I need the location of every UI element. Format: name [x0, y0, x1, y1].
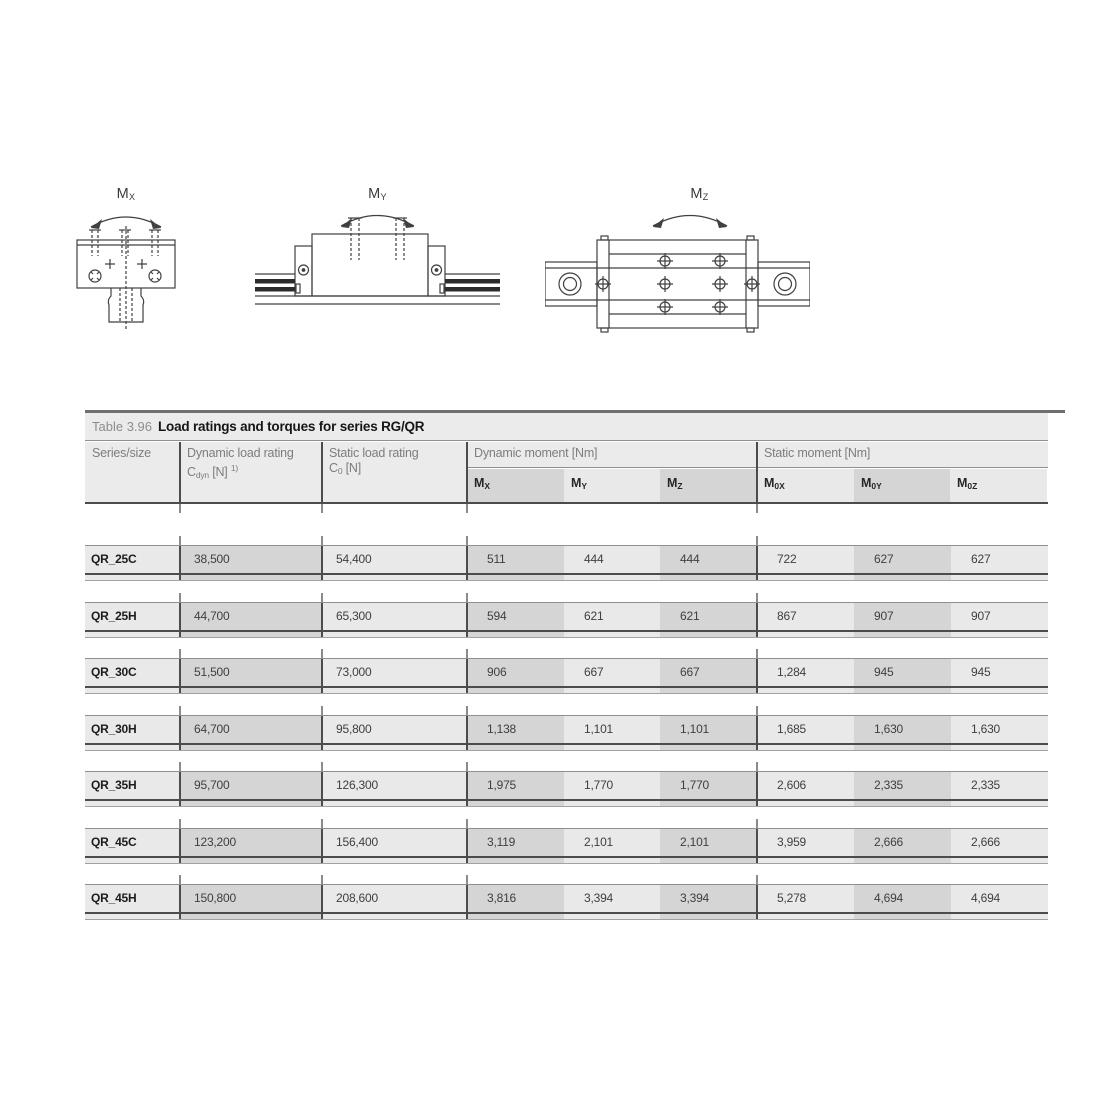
column-separator: [179, 546, 181, 573]
cell-mx: 906: [467, 659, 564, 686]
cell-m0y: 1,630: [854, 716, 951, 743]
cell-dynamic-load: 150,800: [180, 885, 322, 912]
cell-series: QR_35H: [85, 772, 180, 799]
carriage-side-view: [255, 218, 500, 304]
table-number: Table 3.96: [92, 419, 152, 434]
separator-stub: [179, 875, 181, 884]
cell-m0z: 2,666: [951, 829, 1048, 856]
cell-mx: 3,816: [467, 885, 564, 912]
cell-series: QR_45H: [85, 885, 180, 912]
cell-m0z: 907: [951, 603, 1048, 630]
column-separator: [466, 603, 468, 630]
cell-mz: 444: [660, 546, 757, 573]
row-band: [85, 658, 1048, 688]
cell-mz: 1,770: [660, 772, 757, 799]
table-caption: [85, 413, 1048, 441]
separator-stub: [179, 649, 181, 658]
cell-m0x: 1,685: [757, 716, 854, 743]
cell-m0x: 722: [757, 546, 854, 573]
separator-stub: [321, 536, 323, 545]
separator-stub: [321, 504, 323, 513]
table-row: [85, 828, 1048, 865]
col-header-series-size: Series/size: [85, 442, 180, 502]
separator-stub: [321, 649, 323, 658]
screw-icons: [595, 253, 760, 315]
col-group-dynamic-moment: [467, 442, 757, 502]
column-separator: [756, 603, 758, 630]
cell-my: 444: [564, 546, 660, 573]
col-header-mx: MX: [467, 469, 564, 502]
col-header-my: MY: [564, 469, 660, 502]
cell-m0z: 945: [951, 659, 1048, 686]
cell-my: 621: [564, 603, 660, 630]
cell-mz: 2,101: [660, 829, 757, 856]
separator-stub: [179, 536, 181, 545]
separator-stub: [321, 762, 323, 771]
col-group-static-moment: [757, 442, 1048, 502]
row-band: [85, 715, 1048, 745]
column-separator: [179, 716, 181, 743]
col-header-dynamic-load: Dynamic load rating Cdyn [N] $^{1)}$: [180, 442, 322, 502]
my-drawing: [255, 186, 500, 336]
cell-mx: 1,975: [467, 772, 564, 799]
row-underline-strip: [85, 575, 1048, 581]
mz-label: MZ: [690, 186, 709, 202]
row-underline-strip: [85, 688, 1048, 694]
row-underline-strip: [85, 914, 1048, 920]
column-separator: [466, 716, 468, 743]
mx-label: MX: [116, 186, 136, 202]
separator-stub: [756, 593, 758, 602]
table-row: [85, 715, 1048, 752]
cell-mx: 1,138: [467, 716, 564, 743]
row-band: [85, 828, 1048, 858]
row-band: [85, 884, 1048, 914]
separator-stub: [321, 875, 323, 884]
diagram-my-side-view: [255, 186, 500, 336]
separator-stub: [756, 819, 758, 828]
cell-static-load: 73,000: [322, 659, 467, 686]
column-separator: [466, 442, 468, 502]
cell-dynamic-load: 51,500: [180, 659, 322, 686]
row-underline-strip: [85, 745, 1048, 751]
column-separator: [756, 442, 758, 502]
cell-dynamic-load: 123,200: [180, 829, 322, 856]
separator-stub: [321, 819, 323, 828]
row-band: [85, 602, 1048, 632]
cell-my: 667: [564, 659, 660, 686]
row-underline-strip: [85, 858, 1048, 864]
separator-stub: [756, 504, 758, 513]
cell-mz: 3,394: [660, 885, 757, 912]
separator-stub: [321, 706, 323, 715]
cell-mx: 511: [467, 546, 564, 573]
dynamic-moment-group-label: Dynamic moment [Nm]: [467, 442, 757, 468]
table-row: [85, 884, 1048, 921]
column-separator: [179, 442, 181, 502]
cell-my: 1,770: [564, 772, 660, 799]
cell-m0z: 627: [951, 546, 1048, 573]
cell-mx: 3,119: [467, 829, 564, 856]
column-separator: [466, 829, 468, 856]
column-separator: [179, 829, 181, 856]
cell-m0z: 1,630: [951, 716, 1048, 743]
column-separator: [756, 716, 758, 743]
column-separator: [179, 603, 181, 630]
column-separator: [321, 772, 323, 799]
cell-m0y: 4,694: [854, 885, 951, 912]
column-separator: [466, 659, 468, 686]
cell-dynamic-load: 38,500: [180, 546, 322, 573]
cell-m0y: 907: [854, 603, 951, 630]
column-separator: [321, 885, 323, 912]
diagram-mz-top-view: [545, 186, 810, 344]
separator-stub: [179, 819, 181, 828]
col-header-mz: MZ: [660, 469, 757, 502]
separator-stub: [466, 649, 468, 658]
separator-stub: [179, 593, 181, 602]
column-separator: [179, 659, 181, 686]
cell-m0x: 3,959: [757, 829, 854, 856]
col-header-m0y: M0Y: [854, 469, 950, 502]
cell-mz: 667: [660, 659, 757, 686]
static-moment-group-label: Static moment [Nm]: [757, 442, 1048, 468]
table-header: [85, 442, 1048, 504]
carriage-front-view: [77, 226, 175, 330]
separator-stub: [179, 706, 181, 715]
cell-dynamic-load: 44,700: [180, 603, 322, 630]
cell-series: QR_30H: [85, 716, 180, 743]
cell-m0x: 2,606: [757, 772, 854, 799]
separator-stub: [179, 762, 181, 771]
cell-m0y: 2,666: [854, 829, 951, 856]
cell-m0x: 867: [757, 603, 854, 630]
column-separator: [179, 772, 181, 799]
column-separator: [321, 603, 323, 630]
cell-mx: 594: [467, 603, 564, 630]
column-separator: [321, 659, 323, 686]
separator-stub: [756, 875, 758, 884]
moment-arrow-icon: [653, 216, 727, 229]
cell-m0x: 1,284: [757, 659, 854, 686]
column-separator: [321, 442, 323, 502]
row-underline-strip: [85, 801, 1048, 807]
cell-m0y: 627: [854, 546, 951, 573]
mx-drawing: [74, 186, 178, 336]
column-separator: [466, 885, 468, 912]
cell-series: QR_25H: [85, 603, 180, 630]
cell-dynamic-load: 64,700: [180, 716, 322, 743]
col-header-m0x: M0X: [757, 469, 854, 502]
column-separator: [756, 829, 758, 856]
separator-stub: [466, 706, 468, 715]
my-label: MY: [368, 186, 387, 202]
column-separator: [756, 772, 758, 799]
separator-stub: [179, 504, 181, 513]
cell-dynamic-load: 95,700: [180, 772, 322, 799]
separator-stub: [756, 649, 758, 658]
col-header-static-load: Static load rating C0 [N]: [322, 442, 467, 502]
separator-stub: [756, 706, 758, 715]
column-separator: [321, 716, 323, 743]
row-band: [85, 771, 1048, 801]
moment-arrow-icon: [341, 216, 414, 229]
table-row: [85, 658, 1048, 695]
separator-stub: [466, 504, 468, 513]
cell-static-load: 156,400: [322, 829, 467, 856]
table-row: [85, 602, 1048, 639]
separator-stub: [756, 536, 758, 545]
separator-stub: [321, 593, 323, 602]
table-row: [85, 771, 1048, 808]
column-separator: [321, 829, 323, 856]
separator-stub: [466, 593, 468, 602]
cell-my: 2,101: [564, 829, 660, 856]
cell-m0y: 945: [854, 659, 951, 686]
row-underline-strip: [85, 632, 1048, 638]
column-separator: [179, 885, 181, 912]
cell-series: QR_45C: [85, 829, 180, 856]
col-header-m0z: M0Z: [950, 469, 1047, 502]
separator-stub: [466, 819, 468, 828]
row-band: [85, 545, 1048, 575]
cell-m0z: 4,694: [951, 885, 1048, 912]
table-row: [85, 545, 1048, 582]
column-separator: [466, 546, 468, 573]
cell-series: QR_30C: [85, 659, 180, 686]
separator-stub: [466, 762, 468, 771]
cell-static-load: 126,300: [322, 772, 467, 799]
cell-mz: 621: [660, 603, 757, 630]
cell-static-load: 65,300: [322, 603, 467, 630]
separator-stub: [756, 762, 758, 771]
diagram-mx-front-view: [74, 186, 178, 336]
cell-m0y: 2,335: [854, 772, 951, 799]
cell-my: 1,101: [564, 716, 660, 743]
separator-stub: [466, 536, 468, 545]
cell-static-load: 95,800: [322, 716, 467, 743]
separator-stub: [466, 875, 468, 884]
cell-series: QR_25C: [85, 546, 180, 573]
column-separator: [756, 885, 758, 912]
cell-my: 3,394: [564, 885, 660, 912]
table-title: Load ratings and torques for series RG/QR: [158, 419, 425, 434]
cell-static-load: 208,600: [322, 885, 467, 912]
mz-drawing: [545, 186, 810, 344]
footnote-marker: 1): [230, 463, 239, 473]
cell-m0x: 5,278: [757, 885, 854, 912]
cell-static-load: 54,400: [322, 546, 467, 573]
column-separator: [756, 546, 758, 573]
column-separator: [756, 659, 758, 686]
carriage-top-view: [545, 236, 810, 332]
cell-m0z: 2,335: [951, 772, 1048, 799]
cell-mz: 1,101: [660, 716, 757, 743]
column-separator: [321, 546, 323, 573]
column-separator: [466, 772, 468, 799]
